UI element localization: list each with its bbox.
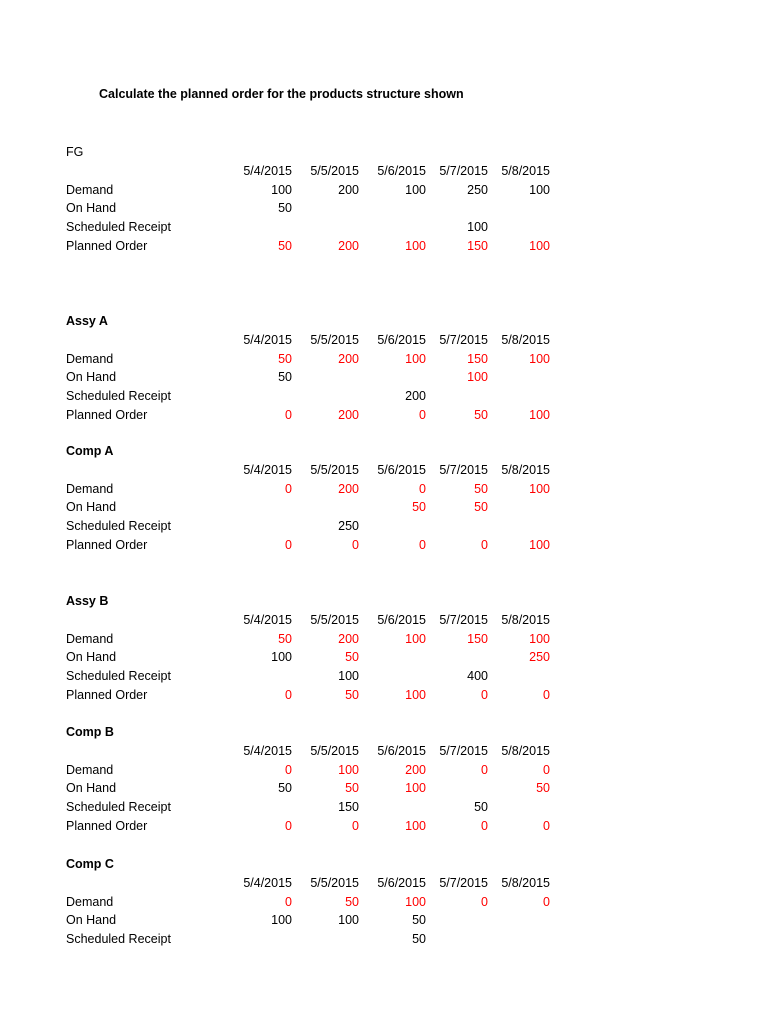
value-cell: 0 bbox=[285, 762, 292, 777]
value-cell: 50 bbox=[474, 800, 488, 815]
value-cell: 250 bbox=[467, 182, 488, 197]
date-header: 5/5/2015 bbox=[310, 163, 359, 178]
value-cell: 100 bbox=[405, 239, 426, 253]
row-label: Demand bbox=[66, 762, 114, 777]
value-cell: 50 bbox=[474, 481, 488, 496]
row-label: Scheduled Receipt bbox=[66, 800, 171, 815]
date-header: 5/4/2015 bbox=[243, 743, 292, 758]
value-cell: 150 bbox=[467, 631, 488, 646]
value-cell: 0 bbox=[543, 688, 550, 702]
value-cell: 50 bbox=[278, 201, 292, 216]
row-label: Demand bbox=[66, 894, 114, 909]
row-label: Planned Order bbox=[66, 819, 148, 833]
value-cell: 0 bbox=[543, 762, 550, 777]
value-cell: 200 bbox=[338, 182, 359, 197]
value-cell: 100 bbox=[338, 913, 359, 928]
row-label: Demand bbox=[66, 481, 114, 496]
section-title: FG bbox=[66, 145, 84, 159]
value-cell: 0 bbox=[543, 894, 550, 909]
value-cell: 50 bbox=[278, 351, 292, 366]
row-label: On Hand bbox=[66, 370, 117, 385]
section-title: Comp A bbox=[66, 444, 114, 458]
page-title: Calculate the planned order for the products structure shown bbox=[99, 87, 464, 101]
value-cell: 250 bbox=[529, 650, 550, 665]
value-cell: 0 bbox=[285, 538, 292, 552]
section-title: Comp C bbox=[66, 857, 114, 871]
value-cell: 0 bbox=[352, 538, 359, 552]
value-cell: 100 bbox=[405, 894, 426, 909]
value-cell: 100 bbox=[529, 631, 550, 646]
date-header: 5/7/2015 bbox=[439, 163, 488, 178]
row-label: Scheduled Receipt bbox=[66, 932, 171, 947]
value-cell: 0 bbox=[481, 894, 488, 909]
row-label: Scheduled Receipt bbox=[66, 669, 171, 684]
row-label: On Hand bbox=[66, 650, 117, 665]
date-header: 5/5/2015 bbox=[310, 462, 359, 477]
value-cell: 50 bbox=[278, 370, 292, 385]
value-cell: 50 bbox=[536, 781, 550, 796]
date-header: 5/5/2015 bbox=[310, 875, 359, 890]
value-cell: 100 bbox=[405, 351, 426, 366]
value-cell: 100 bbox=[529, 481, 550, 496]
date-header: 5/5/2015 bbox=[310, 612, 359, 627]
value-cell: 100 bbox=[405, 631, 426, 646]
date-header: 5/8/2015 bbox=[501, 612, 550, 627]
date-header: 5/5/2015 bbox=[310, 332, 359, 347]
date-header: 5/5/2015 bbox=[310, 743, 359, 758]
value-cell: 0 bbox=[285, 819, 292, 833]
row-label: Planned Order bbox=[66, 538, 148, 552]
value-cell: 100 bbox=[338, 762, 359, 777]
value-cell: 100 bbox=[467, 220, 488, 235]
date-header: 5/7/2015 bbox=[439, 462, 488, 477]
row-label: Planned Order bbox=[66, 688, 148, 702]
value-cell: 100 bbox=[467, 370, 488, 385]
value-cell: 100 bbox=[271, 650, 292, 665]
value-cell: 200 bbox=[405, 762, 426, 777]
value-cell: 200 bbox=[338, 408, 359, 422]
date-header: 5/7/2015 bbox=[439, 612, 488, 627]
value-cell: 100 bbox=[529, 182, 550, 197]
value-cell: 100 bbox=[271, 913, 292, 928]
value-cell: 200 bbox=[338, 351, 359, 366]
value-cell: 200 bbox=[338, 631, 359, 646]
date-header: 5/8/2015 bbox=[501, 743, 550, 758]
row-label: Planned Order bbox=[66, 239, 148, 253]
value-cell: 50 bbox=[345, 781, 359, 796]
date-header: 5/4/2015 bbox=[243, 332, 292, 347]
value-cell: 0 bbox=[285, 408, 292, 422]
row-label: On Hand bbox=[66, 201, 117, 216]
value-cell: 50 bbox=[474, 408, 488, 422]
date-header: 5/4/2015 bbox=[243, 462, 292, 477]
value-cell: 50 bbox=[345, 688, 359, 702]
value-cell: 0 bbox=[481, 688, 488, 702]
value-cell: 250 bbox=[338, 519, 359, 534]
value-cell: 0 bbox=[285, 894, 292, 909]
date-header: 5/8/2015 bbox=[501, 163, 550, 178]
value-cell: 150 bbox=[338, 800, 359, 815]
value-cell: 50 bbox=[278, 781, 292, 796]
value-cell: 50 bbox=[412, 500, 426, 515]
date-header: 5/8/2015 bbox=[501, 875, 550, 890]
date-header: 5/6/2015 bbox=[377, 612, 426, 627]
row-label: Demand bbox=[66, 351, 114, 366]
date-header: 5/8/2015 bbox=[501, 332, 550, 347]
value-cell: 100 bbox=[529, 538, 550, 552]
row-label: Planned Order bbox=[66, 408, 148, 422]
value-cell: 100 bbox=[529, 408, 550, 422]
date-header: 5/8/2015 bbox=[501, 462, 550, 477]
value-cell: 200 bbox=[405, 389, 426, 404]
date-header: 5/7/2015 bbox=[439, 332, 488, 347]
date-header: 5/4/2015 bbox=[243, 163, 292, 178]
value-cell: 100 bbox=[529, 239, 550, 253]
row-label: Demand bbox=[66, 631, 114, 646]
date-header: 5/6/2015 bbox=[377, 875, 426, 890]
value-cell: 0 bbox=[481, 819, 488, 833]
value-cell: 50 bbox=[278, 631, 292, 646]
value-cell: 100 bbox=[405, 182, 426, 197]
value-cell: 0 bbox=[285, 481, 292, 496]
value-cell: 0 bbox=[419, 408, 426, 422]
value-cell: 150 bbox=[467, 239, 488, 253]
section-title: Assy A bbox=[66, 314, 108, 328]
date-header: 5/6/2015 bbox=[377, 163, 426, 178]
date-header: 5/6/2015 bbox=[377, 462, 426, 477]
value-cell: 0 bbox=[481, 538, 488, 552]
value-cell: 0 bbox=[543, 819, 550, 833]
row-label: Scheduled Receipt bbox=[66, 389, 171, 404]
date-header: 5/6/2015 bbox=[377, 743, 426, 758]
section-title: Comp B bbox=[66, 725, 114, 739]
value-cell: 50 bbox=[278, 239, 292, 253]
date-header: 5/4/2015 bbox=[243, 612, 292, 627]
row-label: On Hand bbox=[66, 500, 117, 515]
value-cell: 100 bbox=[405, 688, 426, 702]
value-cell: 400 bbox=[467, 669, 488, 684]
date-header: 5/4/2015 bbox=[243, 875, 292, 890]
value-cell: 50 bbox=[345, 894, 359, 909]
value-cell: 0 bbox=[419, 538, 426, 552]
value-cell: 0 bbox=[352, 819, 359, 833]
value-cell: 100 bbox=[405, 781, 426, 796]
date-header: 5/6/2015 bbox=[377, 332, 426, 347]
row-label: On Hand bbox=[66, 913, 117, 928]
value-cell: 0 bbox=[285, 688, 292, 702]
value-cell: 0 bbox=[419, 481, 426, 496]
value-cell: 200 bbox=[338, 481, 359, 496]
value-cell: 100 bbox=[271, 182, 292, 197]
date-header: 5/7/2015 bbox=[439, 875, 488, 890]
value-cell: 100 bbox=[338, 669, 359, 684]
value-cell: 50 bbox=[412, 913, 426, 928]
value-cell: 100 bbox=[529, 351, 550, 366]
value-cell: 50 bbox=[474, 500, 488, 515]
date-header: 5/7/2015 bbox=[439, 743, 488, 758]
row-label: On Hand bbox=[66, 781, 117, 796]
value-cell: 200 bbox=[338, 239, 359, 253]
row-label: Scheduled Receipt bbox=[66, 220, 171, 235]
value-cell: 150 bbox=[467, 351, 488, 366]
value-cell: 0 bbox=[481, 762, 488, 777]
row-label: Demand bbox=[66, 182, 114, 197]
value-cell: 50 bbox=[345, 650, 359, 665]
value-cell: 50 bbox=[412, 932, 426, 947]
section-title: Assy B bbox=[66, 594, 109, 608]
row-label: Scheduled Receipt bbox=[66, 519, 171, 534]
value-cell: 100 bbox=[405, 819, 426, 833]
